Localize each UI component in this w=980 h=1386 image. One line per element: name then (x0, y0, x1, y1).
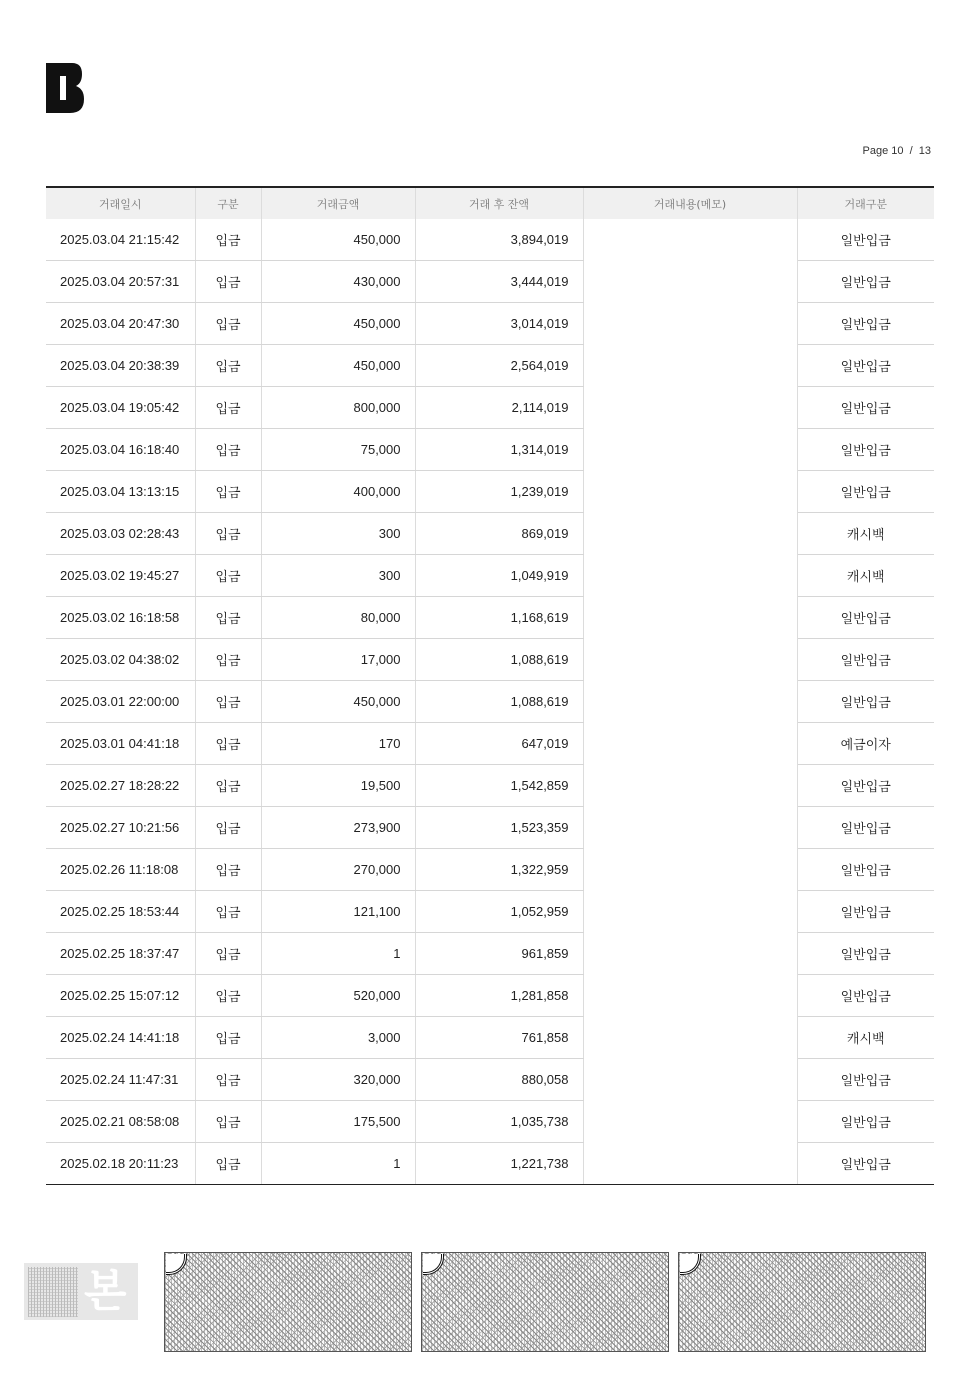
table-row (46, 513, 934, 555)
cell-type: 입금 (195, 513, 261, 555)
cell-category: 일반입금 (797, 933, 934, 975)
cell-balance: 1,542,859 (415, 765, 583, 807)
table-row (46, 891, 934, 933)
cell-balance: 1,052,959 (415, 891, 583, 933)
cell-datetime: 2025.03.04 19:05:42 (46, 387, 195, 429)
cell-category: 일반입금 (797, 639, 934, 681)
cell-datetime: 2025.03.02 19:45:27 (46, 555, 195, 597)
cell-memo (583, 765, 797, 807)
cell-memo (583, 807, 797, 849)
cell-amount: 400,000 (261, 471, 415, 513)
cell-datetime: 2025.02.24 14:41:18 (46, 1017, 195, 1059)
table-row (46, 765, 934, 807)
cell-type: 입금 (195, 975, 261, 1017)
cell-type: 입금 (195, 681, 261, 723)
cell-amount: 170 (261, 723, 415, 765)
table-row (46, 1101, 934, 1143)
cell-balance: 1,523,359 (415, 807, 583, 849)
cell-category: 일반입금 (797, 849, 934, 891)
cell-memo (583, 639, 797, 681)
security-pattern-icon (678, 1252, 926, 1352)
cell-category: 일반입금 (797, 975, 934, 1017)
table-row (46, 555, 934, 597)
cell-balance: 3,444,019 (415, 261, 583, 303)
table-row (46, 1017, 934, 1059)
cell-balance: 869,019 (415, 513, 583, 555)
cell-category: 일반입금 (797, 1143, 934, 1185)
cell-type: 입금 (195, 387, 261, 429)
cell-amount: 450,000 (261, 345, 415, 387)
cell-balance: 2,564,019 (415, 345, 583, 387)
table-row (46, 849, 934, 891)
cell-datetime: 2025.03.01 22:00:00 (46, 681, 195, 723)
cell-balance: 1,314,019 (415, 429, 583, 471)
cell-balance: 1,281,858 (415, 975, 583, 1017)
table-row (46, 681, 934, 723)
column-header-category: 거래구분 (797, 187, 934, 219)
cell-memo (583, 975, 797, 1017)
cell-type: 입금 (195, 429, 261, 471)
cell-memo (583, 933, 797, 975)
cell-amount: 75,000 (261, 429, 415, 471)
cell-datetime: 2025.03.04 16:18:40 (46, 429, 195, 471)
cell-amount: 17,000 (261, 639, 415, 681)
cell-memo (583, 1017, 797, 1059)
cell-balance: 1,221,738 (415, 1143, 583, 1185)
cell-category: 일반입금 (797, 387, 934, 429)
cell-amount: 121,100 (261, 891, 415, 933)
cell-amount: 320,000 (261, 1059, 415, 1101)
cell-balance: 647,019 (415, 723, 583, 765)
cell-category: 일반입금 (797, 765, 934, 807)
security-pattern-icon (421, 1252, 669, 1352)
cell-amount: 300 (261, 513, 415, 555)
cell-memo (583, 303, 797, 345)
cell-type: 입금 (195, 723, 261, 765)
cell-balance: 880,058 (415, 1059, 583, 1101)
cell-datetime: 2025.02.18 20:11:23 (46, 1143, 195, 1185)
cell-amount: 520,000 (261, 975, 415, 1017)
table-row (46, 471, 934, 513)
cell-amount: 450,000 (261, 681, 415, 723)
cell-type: 입금 (195, 597, 261, 639)
cell-datetime: 2025.02.21 08:58:08 (46, 1101, 195, 1143)
cell-datetime: 2025.02.27 18:28:22 (46, 765, 195, 807)
table-row (46, 933, 934, 975)
table-row (46, 261, 934, 303)
table-row (46, 639, 934, 681)
cell-datetime: 2025.03.04 21:15:42 (46, 219, 195, 261)
cell-category: 일반입금 (797, 303, 934, 345)
cell-type: 입금 (195, 1017, 261, 1059)
cell-balance: 2,114,019 (415, 387, 583, 429)
cell-amount: 273,900 (261, 807, 415, 849)
cell-amount: 1 (261, 933, 415, 975)
cell-datetime: 2025.03.01 04:41:18 (46, 723, 195, 765)
cell-datetime: 2025.03.04 13:13:15 (46, 471, 195, 513)
b-logo-icon (46, 63, 84, 113)
cell-category: 일반입금 (797, 807, 934, 849)
table-row (46, 219, 934, 261)
cell-type: 입금 (195, 219, 261, 261)
stamp-glyph: 본 (84, 1266, 127, 1317)
cell-category: 일반입금 (797, 345, 934, 387)
cell-type: 입금 (195, 471, 261, 513)
cell-memo (583, 597, 797, 639)
cell-datetime: 2025.02.27 10:21:56 (46, 807, 195, 849)
cell-balance: 761,858 (415, 1017, 583, 1059)
cell-amount: 175,500 (261, 1101, 415, 1143)
cell-balance: 1,088,619 (415, 681, 583, 723)
cell-memo (583, 345, 797, 387)
cell-category: 일반입금 (797, 891, 934, 933)
table-row (46, 303, 934, 345)
cell-category: 예금이자 (797, 723, 934, 765)
cell-memo (583, 219, 797, 261)
cell-balance: 1,322,959 (415, 849, 583, 891)
table-row (46, 1143, 934, 1185)
cell-memo (583, 891, 797, 933)
cell-category: 일반입금 (797, 471, 934, 513)
cell-amount: 80,000 (261, 597, 415, 639)
cell-datetime: 2025.02.26 11:18:08 (46, 849, 195, 891)
cell-type: 입금 (195, 1059, 261, 1101)
cell-balance: 1,088,619 (415, 639, 583, 681)
cell-category: 일반입금 (797, 261, 934, 303)
cell-amount: 430,000 (261, 261, 415, 303)
cell-datetime: 2025.02.24 11:47:31 (46, 1059, 195, 1101)
cell-type: 입금 (195, 933, 261, 975)
cell-type: 입금 (195, 891, 261, 933)
footer-stamp (24, 1263, 138, 1320)
cell-amount: 450,000 (261, 219, 415, 261)
cell-datetime: 2025.03.02 16:18:58 (46, 597, 195, 639)
cell-balance: 961,859 (415, 933, 583, 975)
cell-memo (583, 849, 797, 891)
table-row (46, 597, 934, 639)
cell-type: 입금 (195, 345, 261, 387)
cell-memo (583, 555, 797, 597)
cell-type: 입금 (195, 639, 261, 681)
cell-amount: 270,000 (261, 849, 415, 891)
cell-datetime: 2025.02.25 18:37:47 (46, 933, 195, 975)
cell-balance: 3,894,019 (415, 219, 583, 261)
cell-memo (583, 1059, 797, 1101)
cell-balance: 3,014,019 (415, 303, 583, 345)
cell-category: 일반입금 (797, 219, 934, 261)
cell-category: 일반입금 (797, 429, 934, 471)
column-header-balance: 거래 후 잔액 (415, 187, 583, 219)
cell-balance: 1,049,919 (415, 555, 583, 597)
security-pattern-icon (164, 1252, 412, 1352)
cell-memo (583, 513, 797, 555)
cell-memo (583, 387, 797, 429)
table-header-row (46, 187, 934, 219)
transaction-table (46, 186, 934, 1185)
cell-category: 캐시백 (797, 513, 934, 555)
table-row (46, 387, 934, 429)
column-header-type: 구분 (195, 187, 261, 219)
cell-amount: 800,000 (261, 387, 415, 429)
cell-type: 입금 (195, 765, 261, 807)
cell-type: 입금 (195, 849, 261, 891)
cell-datetime: 2025.02.25 18:53:44 (46, 891, 195, 933)
cell-type: 입금 (195, 261, 261, 303)
cell-datetime: 2025.03.04 20:47:30 (46, 303, 195, 345)
column-header-datetime: 거래일시 (46, 187, 195, 219)
cell-datetime: 2025.03.02 04:38:02 (46, 639, 195, 681)
table-row (46, 975, 934, 1017)
table-row (46, 723, 934, 765)
cell-type: 입금 (195, 1143, 261, 1185)
cell-datetime: 2025.03.03 02:28:43 (46, 513, 195, 555)
cell-category: 일반입금 (797, 597, 934, 639)
column-header-amount: 거래금액 (261, 187, 415, 219)
cell-datetime: 2025.03.04 20:38:39 (46, 345, 195, 387)
cell-type: 입금 (195, 303, 261, 345)
cell-type: 입금 (195, 555, 261, 597)
cell-balance: 1,239,019 (415, 471, 583, 513)
page-number: Page 10 / 13 (862, 145, 931, 157)
cell-amount: 300 (261, 555, 415, 597)
cell-category: 일반입금 (797, 1101, 934, 1143)
cell-amount: 450,000 (261, 303, 415, 345)
cell-amount: 1 (261, 1143, 415, 1185)
cell-category: 캐시백 (797, 555, 934, 597)
column-header-memo: 거래내용(메모) (583, 187, 797, 219)
cell-memo (583, 1101, 797, 1143)
cell-memo (583, 723, 797, 765)
cell-type: 입금 (195, 1101, 261, 1143)
cell-amount: 3,000 (261, 1017, 415, 1059)
cell-category: 일반입금 (797, 681, 934, 723)
table-row (46, 1059, 934, 1101)
cell-memo (583, 1143, 797, 1185)
cell-datetime: 2025.02.25 15:07:12 (46, 975, 195, 1017)
cell-datetime: 2025.03.04 20:57:31 (46, 261, 195, 303)
cell-memo (583, 681, 797, 723)
cell-memo (583, 261, 797, 303)
table-row (46, 429, 934, 471)
table-row (46, 345, 934, 387)
cell-balance: 1,035,738 (415, 1101, 583, 1143)
cell-balance: 1,168,619 (415, 597, 583, 639)
cell-memo (583, 429, 797, 471)
cell-type: 입금 (195, 807, 261, 849)
cell-category: 일반입금 (797, 1059, 934, 1101)
cell-amount: 19,500 (261, 765, 415, 807)
cell-memo (583, 471, 797, 513)
cell-category: 캐시백 (797, 1017, 934, 1059)
table-row (46, 807, 934, 849)
